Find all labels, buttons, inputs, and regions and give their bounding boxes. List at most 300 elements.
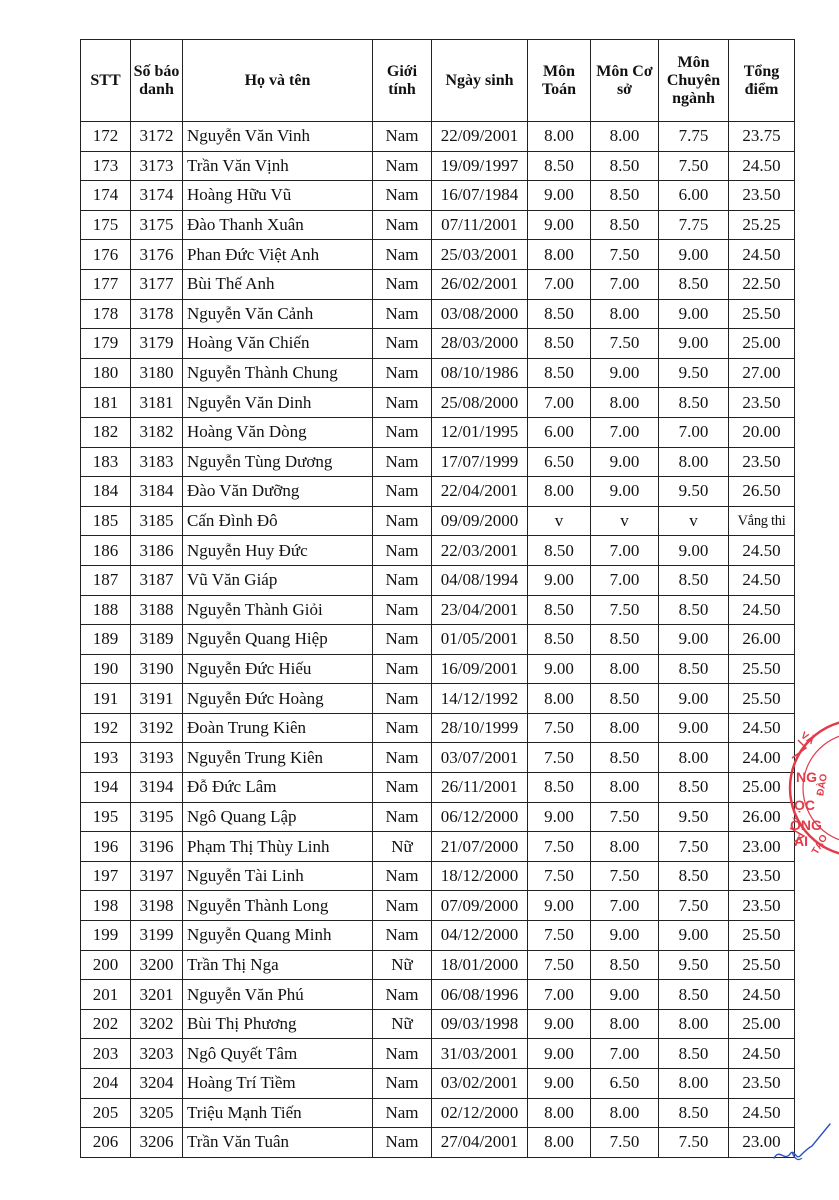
cell-total: 22.50: [729, 269, 795, 299]
cell-sbd: 3184: [131, 477, 183, 507]
cell-math: 6.00: [528, 417, 591, 447]
cell-base: 8.00: [591, 299, 659, 329]
cell-stt: 198: [81, 891, 131, 921]
cell-sbd: 3187: [131, 565, 183, 595]
cell-stt: 189: [81, 625, 131, 655]
cell-dob: 16/09/2001: [432, 654, 528, 684]
cell-gender: Nam: [373, 151, 432, 181]
table-row: [81, 417, 795, 447]
cell-math: 8.50: [528, 299, 591, 329]
cell-name: Đỗ Đức Lâm: [183, 773, 373, 803]
cell-dob: 08/10/1986: [432, 358, 528, 388]
cell-major: 9.00: [659, 299, 729, 329]
cell-math: 7.00: [528, 388, 591, 418]
table-row: [81, 802, 795, 832]
table-row: [81, 1098, 795, 1128]
cell-gender: Nam: [373, 1039, 432, 1069]
cell-name: Nguyễn Quang Hiệp: [183, 625, 373, 655]
cell-dob: 22/03/2001: [432, 536, 528, 566]
cell-dob: 01/05/2001: [432, 625, 528, 655]
cell-base: 8.00: [591, 832, 659, 862]
cell-total: 24.50: [729, 980, 795, 1010]
signature-icon: [772, 1118, 832, 1168]
cell-gender: Nam: [373, 625, 432, 655]
cell-math: 8.50: [528, 773, 591, 803]
cell-sbd: 3189: [131, 625, 183, 655]
cell-name: Vũ Văn Giáp: [183, 565, 373, 595]
cell-math: 9.00: [528, 891, 591, 921]
cell-total: Vắng thi: [729, 506, 795, 536]
cell-gender: Nam: [373, 921, 432, 951]
cell-stt: 178: [81, 299, 131, 329]
table-row: [81, 565, 795, 595]
cell-sbd: 3179: [131, 329, 183, 359]
header-sbd: Số báo danh: [131, 40, 183, 122]
cell-major: 8.00: [659, 1009, 729, 1039]
cell-gender: Nam: [373, 684, 432, 714]
cell-sbd: 3191: [131, 684, 183, 714]
cell-base: 9.00: [591, 477, 659, 507]
cell-base: 7.00: [591, 269, 659, 299]
cell-gender: Nam: [373, 536, 432, 566]
cell-math: 8.50: [528, 536, 591, 566]
cell-name: Hoàng Trí Tiềm: [183, 1069, 373, 1099]
cell-major: 8.00: [659, 447, 729, 477]
cell-major: 9.00: [659, 684, 729, 714]
cell-gender: Nam: [373, 417, 432, 447]
cell-total: 24.50: [729, 536, 795, 566]
cell-total: 23.75: [729, 122, 795, 152]
cell-major: 9.00: [659, 921, 729, 951]
cell-dob: 04/12/2000: [432, 921, 528, 951]
cell-gender: Nam: [373, 181, 432, 211]
cell-name: Nguyễn Văn Cảnh: [183, 299, 373, 329]
seal-text: ĐÀO: [815, 773, 830, 797]
cell-sbd: 3173: [131, 151, 183, 181]
cell-sbd: 3195: [131, 802, 183, 832]
cell-major: 8.50: [659, 654, 729, 684]
cell-name: Nguyễn Trung Kiên: [183, 743, 373, 773]
cell-stt: 177: [81, 269, 131, 299]
cell-name: Nguyễn Đức Hiếu: [183, 654, 373, 684]
cell-total: 26.00: [729, 625, 795, 655]
cell-base: 7.50: [591, 595, 659, 625]
cell-total: 23.50: [729, 388, 795, 418]
cell-name: Hoàng Văn Dòng: [183, 417, 373, 447]
cell-total: 24.00: [729, 743, 795, 773]
cell-dob: 17/07/1999: [432, 447, 528, 477]
header-dob: Ngày sinh: [432, 40, 528, 122]
cell-math: 7.50: [528, 921, 591, 951]
cell-dob: 03/07/2001: [432, 743, 528, 773]
cell-name: Bùi Thị Phương: [183, 1009, 373, 1039]
cell-gender: Nam: [373, 210, 432, 240]
cell-stt: 195: [81, 802, 131, 832]
table-row: [81, 181, 795, 211]
cell-sbd: 3185: [131, 506, 183, 536]
cell-name: Nguyễn Tài Linh: [183, 861, 373, 891]
table-row: [81, 743, 795, 773]
cell-dob: 28/10/1999: [432, 713, 528, 743]
cell-total: 24.50: [729, 713, 795, 743]
cell-dob: 25/03/2001: [432, 240, 528, 270]
cell-math: 7.00: [528, 269, 591, 299]
cell-name: Phạm Thị Thùy Linh: [183, 832, 373, 862]
cell-major: 8.50: [659, 861, 729, 891]
table-row: [81, 713, 795, 743]
table-row: [81, 980, 795, 1010]
table-row: [81, 773, 795, 803]
cell-dob: 06/08/1996: [432, 980, 528, 1010]
cell-total: 26.50: [729, 477, 795, 507]
cell-base: 7.50: [591, 1128, 659, 1158]
cell-stt: 200: [81, 950, 131, 980]
cell-stt: 183: [81, 447, 131, 477]
cell-sbd: 3192: [131, 713, 183, 743]
cell-base: 8.00: [591, 654, 659, 684]
cell-math: 8.00: [528, 1128, 591, 1158]
cell-total: 25.50: [729, 921, 795, 951]
cell-major: 9.50: [659, 950, 729, 980]
cell-math: 6.50: [528, 447, 591, 477]
cell-major: 8.50: [659, 980, 729, 1010]
cell-dob: 26/11/2001: [432, 773, 528, 803]
cell-base: 8.50: [591, 950, 659, 980]
table-row: [81, 506, 795, 536]
cell-stt: 203: [81, 1039, 131, 1069]
cell-total: 26.00: [729, 802, 795, 832]
cell-sbd: 3200: [131, 950, 183, 980]
cell-name: Hoàng Văn Chiến: [183, 329, 373, 359]
cell-major: 8.00: [659, 1069, 729, 1099]
cell-stt: 179: [81, 329, 131, 359]
cell-dob: 19/09/1997: [432, 151, 528, 181]
cell-base: 8.50: [591, 151, 659, 181]
cell-major: 7.50: [659, 832, 729, 862]
header-name: Họ và tên: [183, 40, 373, 122]
cell-gender: Nam: [373, 122, 432, 152]
seal-text: ỒNG: [790, 817, 822, 833]
cell-math: 9.00: [528, 1069, 591, 1099]
cell-math: v: [528, 506, 591, 536]
cell-math: 9.00: [528, 565, 591, 595]
table-row: [81, 832, 795, 862]
cell-major: 8.50: [659, 565, 729, 595]
cell-stt: 206: [81, 1128, 131, 1158]
table-row: [81, 1128, 795, 1158]
cell-gender: Nam: [373, 329, 432, 359]
cell-gender: Nam: [373, 299, 432, 329]
cell-total: 25.50: [729, 299, 795, 329]
cell-dob: 21/07/2000: [432, 832, 528, 862]
cell-math: 8.50: [528, 151, 591, 181]
cell-dob: 06/12/2000: [432, 802, 528, 832]
cell-stt: 188: [81, 595, 131, 625]
cell-name: Nguyễn Huy Đức: [183, 536, 373, 566]
cell-major: 9.00: [659, 713, 729, 743]
cell-math: 9.00: [528, 1009, 591, 1039]
cell-stt: 184: [81, 477, 131, 507]
table-row: [81, 595, 795, 625]
table-row: [81, 447, 795, 477]
cell-name: Nguyễn Quang Minh: [183, 921, 373, 951]
cell-math: 7.50: [528, 743, 591, 773]
cell-dob: 03/08/2000: [432, 299, 528, 329]
cell-major: 8.50: [659, 1039, 729, 1069]
cell-stt: 205: [81, 1098, 131, 1128]
header-math: Môn Toán: [528, 40, 591, 122]
cell-gender: Nam: [373, 1098, 432, 1128]
cell-math: 8.50: [528, 358, 591, 388]
cell-sbd: 3182: [131, 417, 183, 447]
cell-name: Trần Văn Vịnh: [183, 151, 373, 181]
cell-dob: 25/08/2000: [432, 388, 528, 418]
cell-stt: 194: [81, 773, 131, 803]
cell-dob: 02/12/2000: [432, 1098, 528, 1128]
cell-dob: 07/09/2000: [432, 891, 528, 921]
cell-total: 25.00: [729, 1009, 795, 1039]
table-row: [81, 1069, 795, 1099]
cell-base: 8.00: [591, 773, 659, 803]
cell-name: Bùi Thế Anh: [183, 269, 373, 299]
cell-math: 7.00: [528, 980, 591, 1010]
cell-total: 25.50: [729, 950, 795, 980]
cell-name: Trần Thị Nga: [183, 950, 373, 980]
cell-gender: Nữ: [373, 832, 432, 862]
cell-base: 8.00: [591, 1098, 659, 1128]
cell-gender: Nam: [373, 447, 432, 477]
seal-text: ẢI: [794, 833, 808, 849]
cell-major: 8.50: [659, 1098, 729, 1128]
cell-sbd: 3193: [131, 743, 183, 773]
cell-total: 25.50: [729, 654, 795, 684]
cell-total: 23.50: [729, 181, 795, 211]
header-total: Tổng điểm: [729, 40, 795, 122]
cell-math: 8.50: [528, 595, 591, 625]
table-row: [81, 891, 795, 921]
cell-total: 24.50: [729, 240, 795, 270]
cell-total: 24.50: [729, 595, 795, 625]
cell-major: v: [659, 506, 729, 536]
cell-total: 24.50: [729, 1098, 795, 1128]
cell-sbd: 3197: [131, 861, 183, 891]
cell-math: 8.00: [528, 477, 591, 507]
cell-sbd: 3205: [131, 1098, 183, 1128]
cell-math: 8.50: [528, 329, 591, 359]
cell-major: 9.00: [659, 329, 729, 359]
table-row: [81, 625, 795, 655]
cell-major: 8.50: [659, 388, 729, 418]
cell-base: 7.00: [591, 891, 659, 921]
cell-dob: 28/03/2000: [432, 329, 528, 359]
cell-name: Nguyễn Tùng Dương: [183, 447, 373, 477]
table-row: [81, 536, 795, 566]
cell-gender: Nam: [373, 1128, 432, 1158]
cell-gender: Nam: [373, 477, 432, 507]
cell-stt: 175: [81, 210, 131, 240]
cell-stt: 193: [81, 743, 131, 773]
cell-base: 7.00: [591, 1039, 659, 1069]
cell-sbd: 3194: [131, 773, 183, 803]
cell-gender: Nam: [373, 802, 432, 832]
cell-base: 7.50: [591, 329, 659, 359]
table-row: [81, 358, 795, 388]
cell-total: 23.50: [729, 891, 795, 921]
cell-major: 8.50: [659, 269, 729, 299]
cell-name: Nguyễn Thành Long: [183, 891, 373, 921]
cell-gender: Nam: [373, 388, 432, 418]
cell-major: 7.50: [659, 1128, 729, 1158]
cell-base: 9.00: [591, 358, 659, 388]
cell-gender: Nam: [373, 743, 432, 773]
cell-name: Đào Thanh Xuân: [183, 210, 373, 240]
cell-name: Đào Văn Dưỡng: [183, 477, 373, 507]
cell-total: 25.00: [729, 329, 795, 359]
cell-major: 8.50: [659, 773, 729, 803]
cell-name: Nguyễn Văn Dinh: [183, 388, 373, 418]
cell-math: 8.00: [528, 1098, 591, 1128]
cell-gender: Nam: [373, 654, 432, 684]
cell-gender: Nữ: [373, 1009, 432, 1039]
cell-name: Cấn Đình Đô: [183, 506, 373, 536]
cell-sbd: 3183: [131, 447, 183, 477]
cell-total: 20.00: [729, 417, 795, 447]
cell-dob: 14/12/1992: [432, 684, 528, 714]
cell-major: 8.50: [659, 595, 729, 625]
cell-stt: 185: [81, 506, 131, 536]
cell-total: 23.00: [729, 832, 795, 862]
cell-total: 24.50: [729, 1039, 795, 1069]
cell-major: 7.50: [659, 891, 729, 921]
cell-dob: 03/02/2001: [432, 1069, 528, 1099]
cell-sbd: 3202: [131, 1009, 183, 1039]
cell-sbd: 3186: [131, 536, 183, 566]
cell-base: 8.50: [591, 625, 659, 655]
table-row: [81, 388, 795, 418]
cell-gender: Nam: [373, 565, 432, 595]
cell-name: Ngô Quang Lập: [183, 802, 373, 832]
cell-major: 9.50: [659, 802, 729, 832]
cell-dob: 07/11/2001: [432, 210, 528, 240]
table-row: [81, 921, 795, 951]
cell-major: 6.00: [659, 181, 729, 211]
cell-stt: 196: [81, 832, 131, 862]
cell-gender: Nam: [373, 358, 432, 388]
header-base: Môn Cơ sở: [591, 40, 659, 122]
cell-base: 9.00: [591, 921, 659, 951]
table-header-row: [81, 40, 795, 122]
header-gender: Giới tính: [373, 40, 432, 122]
cell-base: 8.50: [591, 181, 659, 211]
cell-stt: 187: [81, 565, 131, 595]
cell-stt: 191: [81, 684, 131, 714]
cell-dob: 26/02/2001: [432, 269, 528, 299]
cell-total: 25.00: [729, 773, 795, 803]
cell-math: 9.00: [528, 802, 591, 832]
cell-name: Nguyễn Thành Chung: [183, 358, 373, 388]
cell-name: Trần Văn Tuân: [183, 1128, 373, 1158]
cell-sbd: 3203: [131, 1039, 183, 1069]
cell-major: 9.50: [659, 477, 729, 507]
cell-major: 9.00: [659, 625, 729, 655]
cell-sbd: 3172: [131, 122, 183, 152]
cell-base: 7.50: [591, 240, 659, 270]
table-row: [81, 684, 795, 714]
cell-sbd: 3196: [131, 832, 183, 862]
cell-major: 9.00: [659, 536, 729, 566]
cell-math: 8.00: [528, 240, 591, 270]
cell-sbd: 3198: [131, 891, 183, 921]
cell-math: 9.00: [528, 654, 591, 684]
cell-base: 9.00: [591, 980, 659, 1010]
cell-sbd: 3199: [131, 921, 183, 951]
cell-base: 8.50: [591, 743, 659, 773]
cell-name: Ngô Quyết Tâm: [183, 1039, 373, 1069]
table-row: [81, 477, 795, 507]
table-row: [81, 151, 795, 181]
cell-dob: 27/04/2001: [432, 1128, 528, 1158]
cell-stt: 172: [81, 122, 131, 152]
cell-gender: Nam: [373, 1069, 432, 1099]
cell-math: 7.50: [528, 861, 591, 891]
cell-base: 8.00: [591, 1009, 659, 1039]
cell-total: 25.25: [729, 210, 795, 240]
cell-math: 9.00: [528, 1039, 591, 1069]
cell-math: 8.00: [528, 122, 591, 152]
cell-stt: 181: [81, 388, 131, 418]
cell-stt: 201: [81, 980, 131, 1010]
table-row: [81, 269, 795, 299]
cell-dob: 22/04/2001: [432, 477, 528, 507]
cell-base: 8.50: [591, 684, 659, 714]
cell-base: 8.00: [591, 122, 659, 152]
cell-dob: 23/04/2001: [432, 595, 528, 625]
cell-major: 9.50: [659, 358, 729, 388]
cell-dob: 09/03/1998: [432, 1009, 528, 1039]
header-stt: STT: [81, 40, 131, 122]
cell-stt: 182: [81, 417, 131, 447]
cell-base: 9.00: [591, 447, 659, 477]
cell-total: 27.00: [729, 358, 795, 388]
cell-major: 9.00: [659, 240, 729, 270]
cell-stt: 190: [81, 654, 131, 684]
cell-name: Nguyễn Thành Giỏi: [183, 595, 373, 625]
cell-dob: 12/01/1995: [432, 417, 528, 447]
cell-total: 24.50: [729, 151, 795, 181]
cell-sbd: 3206: [131, 1128, 183, 1158]
cell-stt: 202: [81, 1009, 131, 1039]
cell-major: 7.00: [659, 417, 729, 447]
cell-name: Nguyễn Văn Vinh: [183, 122, 373, 152]
cell-sbd: 3176: [131, 240, 183, 270]
cell-math: 8.50: [528, 625, 591, 655]
cell-total: 23.00: [729, 1128, 795, 1158]
cell-dob: 31/03/2001: [432, 1039, 528, 1069]
cell-math: 8.00: [528, 684, 591, 714]
cell-dob: 04/08/1994: [432, 565, 528, 595]
seal-text: TẠO: [810, 832, 831, 857]
table-row: [81, 299, 795, 329]
cell-total: 25.50: [729, 684, 795, 714]
cell-gender: Nam: [373, 773, 432, 803]
cell-stt: 174: [81, 181, 131, 211]
table-row: [81, 1039, 795, 1069]
table-row: [81, 329, 795, 359]
cell-name: Triệu Mạnh Tiến: [183, 1098, 373, 1128]
cell-dob: 18/12/2000: [432, 861, 528, 891]
cell-gender: Nam: [373, 269, 432, 299]
header-major: Môn Chuyên ngành: [659, 40, 729, 122]
